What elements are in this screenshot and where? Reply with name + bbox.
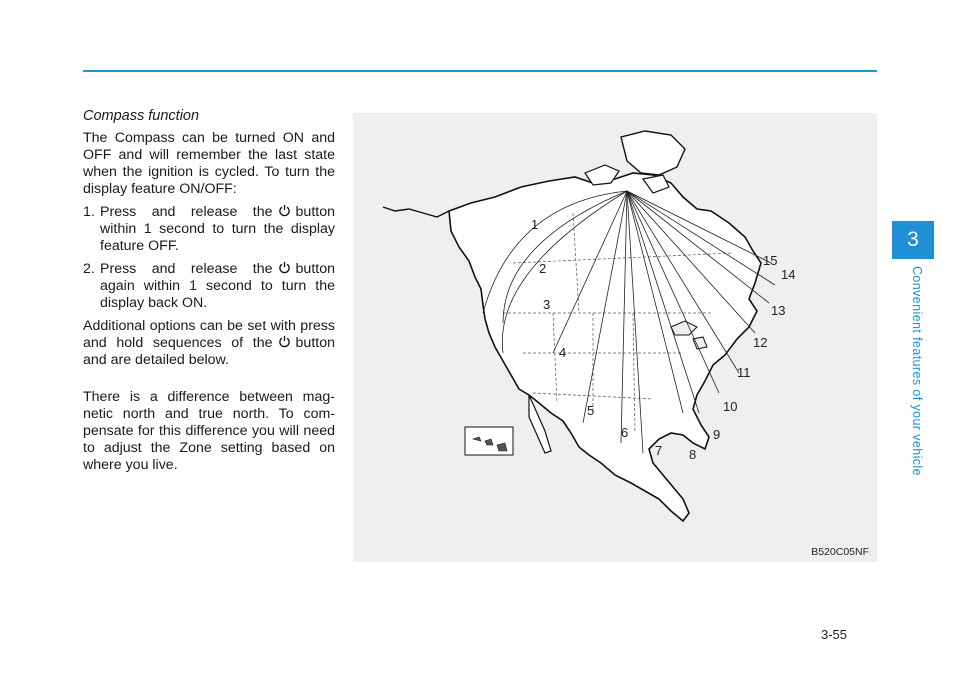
- zone-label-10: 10: [723, 399, 738, 414]
- figure-code: B520C05NF: [811, 546, 869, 558]
- step-1-number: 1.: [83, 204, 95, 220]
- chapter-title: Convenient features of your vehicle: [910, 266, 924, 476]
- aleutian-outline: [383, 207, 449, 217]
- chapter-number-tab: 3: [892, 221, 934, 259]
- north-america-map-illustration: [353, 113, 877, 562]
- zone-label-1: 1: [531, 217, 539, 232]
- zone-label-3: 3: [543, 297, 551, 312]
- text-column: [83, 108, 335, 480]
- zone-label-11: 11: [737, 365, 751, 380]
- zone-label-12: 12: [753, 335, 768, 350]
- step-2: [83, 261, 335, 312]
- zone-label-13: 13: [771, 303, 786, 318]
- step-2-number: 2.: [83, 261, 95, 277]
- zone-label-9: 9: [713, 427, 721, 442]
- step-1: [83, 204, 335, 255]
- additional-paragraph: [83, 318, 335, 369]
- step-1-text-after: button within 1 second to turn the display feature OFF.: [100, 204, 335, 254]
- zone-label-4: 4: [559, 345, 567, 360]
- zone-label-2: 2: [539, 261, 547, 276]
- page-number: 3-55: [821, 627, 848, 642]
- zone-label-15: 15: [763, 253, 778, 268]
- compass-zone-map: [353, 113, 877, 562]
- header-rule: [83, 70, 877, 72]
- power-icon: [278, 204, 291, 217]
- zone-label-14: 14: [781, 267, 796, 282]
- additional-text-after: button and are detailed below.: [83, 335, 335, 368]
- step-1-text-before: Press and release the: [100, 204, 273, 220]
- power-icon: [278, 335, 291, 348]
- zone-label-7: 7: [655, 443, 663, 458]
- zone-label-8: 8: [689, 447, 697, 462]
- intro-paragraph: The Compass can be turned ON and OFF and will remember the last state when the ignition is cycled. To turn the display feature ON/OFF:: [83, 130, 335, 197]
- step-2-text-after: button again within 1 second to turn the display back ON.: [100, 261, 335, 311]
- additional-text-before: Additional options can be set with press and hold sequences of the: [83, 318, 335, 351]
- power-icon: [278, 261, 291, 274]
- section-title: Compass function: [83, 108, 200, 124]
- greenland-outline: [621, 131, 685, 175]
- continent-outline: [449, 173, 761, 521]
- zone-label-6: 6: [621, 425, 629, 440]
- step-2-text-before: Press and release the: [100, 261, 273, 277]
- difference-paragraph: There is a difference between mag-netic north and true north. To com-pensate for this difference you will need to adjust the Zone setting based on where you live.: [83, 389, 335, 473]
- zone-label-5: 5: [587, 403, 595, 418]
